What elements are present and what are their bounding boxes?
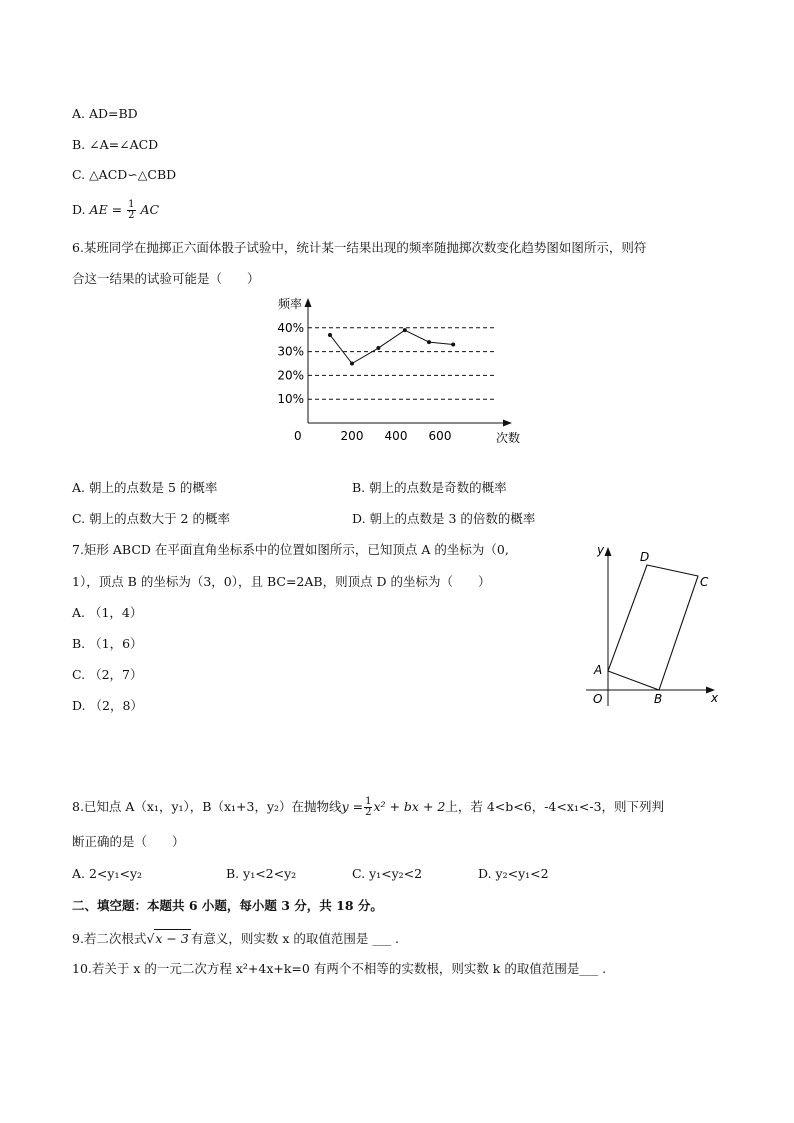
data-point (328, 333, 332, 337)
data-point (403, 328, 407, 332)
q8-option-c: C. y₁<y₂<2 (352, 866, 423, 881)
y-axis-label: 频率 (278, 297, 303, 311)
q7-line1: 7.矩形 ABCD 在平面直角坐标系中的位置如图所示，已知顶点 A 的坐标为（0, (72, 542, 509, 557)
q8-option-d: D. y₂<y₁<2 (478, 866, 549, 881)
rectangle-figure (580, 538, 725, 713)
series-line (330, 330, 453, 363)
origin-o-label: O (593, 692, 603, 706)
q8-option-a: A. 2<y₁<y₂ (72, 866, 143, 881)
y-tick-label: 10% (277, 392, 304, 407)
q7-option-c: C. （2，7） (72, 667, 143, 682)
y-axis-arrow (605, 547, 612, 556)
y-axis-arrow (305, 298, 312, 307)
y-tick-label: 20% (277, 368, 304, 383)
q6-line2: 合这一结果的试验可能是（ ） (72, 271, 260, 286)
frequency-chart (260, 290, 530, 450)
point-d-label: D (640, 550, 650, 564)
chart-axes (305, 298, 513, 427)
q5-option-c: C. △ACD∽△CBD (72, 167, 177, 182)
x-tick-label: 400 (384, 429, 408, 443)
q7-line2: 1），顶点 B 的坐标为（3，0），且 BC=2AB，则顶点 D 的坐标为（ ） (72, 574, 491, 589)
q6-option-c: C. 朝上的点数大于 2 的概率 (72, 511, 230, 526)
q8-line1: 8.已知点 A（x₁，y₁），B（x₁+3，y₂）在抛物线y = $\frac{1}{2}$ x² + bx + 2上，若 4<b<6，-4<x₁<-3，则下列判 (72, 796, 665, 818)
q7-option-a: A. （1，4） (72, 605, 143, 620)
fraction: $\frac{1}{2}$ (128, 199, 135, 221)
q7-option-b: B. （1，6） (72, 636, 143, 651)
point-a-label: A (594, 663, 603, 677)
fraction: $\frac{1}{2}$ (365, 796, 372, 818)
y-tick-label: 30% (277, 344, 304, 359)
data-point (451, 342, 455, 346)
point-c-label: C (700, 575, 709, 589)
y-tick-label: 40% (277, 320, 304, 335)
rectangle-abcd (608, 565, 698, 690)
section-2-title: 二、填空题：本题共 6 小题，每小题 3 分，共 18 分。 (72, 898, 383, 913)
x-tick-label: 600 (428, 429, 452, 443)
data-point (350, 362, 354, 366)
q6-option-b: B. 朝上的点数是奇数的概率 (352, 480, 507, 495)
q8-line2: 断正确的是（ ） (72, 834, 185, 849)
q6-option-d: D. 朝上的点数是 3 的倍数的概率 (352, 511, 536, 526)
q5-option-d: D. AE = $\frac{1}{2}$ AC (72, 199, 160, 221)
point-b-label: B (654, 692, 663, 706)
q6-line1: 6.某班同学在抛掷正六面体骰子试验中，统计某一结果出现的频率随抛掷次数变化趋势图如图所示，则符 (72, 240, 647, 255)
y-label: y (597, 543, 605, 557)
q7-option-d: D. （2，8） (72, 698, 143, 713)
q5-option-a: A. AD=BD (72, 106, 138, 121)
x-axis-arrow (503, 420, 512, 427)
square-root: x − 3 (155, 931, 189, 946)
q5-option-b: B. ∠A=∠ACD (72, 137, 159, 152)
origin-label: 0 (294, 429, 302, 443)
q6-option-a: A. 朝上的点数是 5 的概率 (72, 480, 218, 495)
data-point (427, 340, 431, 344)
x-axis-label: 次数 (496, 431, 521, 445)
x-label: x (711, 691, 719, 705)
chart-grid (308, 328, 494, 399)
q10: 10.若关于 x 的一元二次方程 x²+4x+k=0 有两个不相等的实数根，则实数 k 的取值范围是___ . (72, 961, 607, 976)
q9: 9.若二次根式√x − 3 有意义，则实数 x 的取值范围是 ___ . (72, 931, 400, 946)
data-point (376, 346, 380, 350)
x-tick-label: 200 (340, 429, 364, 443)
q8-option-b: B. y₁<2<y₂ (226, 866, 297, 881)
